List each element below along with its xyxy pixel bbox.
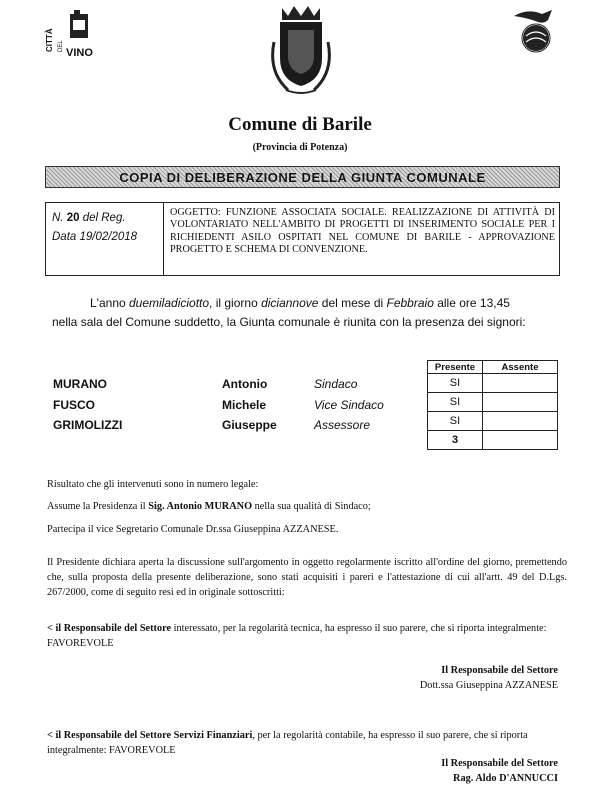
technical-opinion: < il Responsabile del Settore interessato, per la regolarità tecnica, ha espresso il suo parere, che si riporta integralmente: FAVOREVOLE xyxy=(47,623,547,649)
document-type-banner xyxy=(45,166,560,188)
right-emblem-logo xyxy=(508,6,560,54)
present-cell: SI xyxy=(428,412,483,431)
intro-paragraph xyxy=(52,294,562,332)
present-cell: SI xyxy=(428,393,483,412)
member-surname: FUSCO xyxy=(53,398,95,412)
svg-text:DEL: DEL xyxy=(58,40,64,52)
registry-date: Data 19/02/2018 xyxy=(52,231,138,243)
page-title: Comune di Barile xyxy=(228,114,372,135)
svg-text:VINO: VINO xyxy=(66,47,93,59)
quorum-text: Risultato che gli intervenuti sono in numero legale: xyxy=(47,479,259,490)
banner-text: COPIA DI DELIBERAZIONE DELLA GIUNTA COMUNALE xyxy=(119,169,486,185)
signature-title: Il Responsabile del Settore xyxy=(441,665,558,676)
absent-cell xyxy=(483,412,558,431)
member-name: Giuseppe xyxy=(222,418,277,432)
province-subtitle: (Provincia di Potenza) xyxy=(252,142,348,153)
header-absent: Assente xyxy=(483,361,558,374)
citta-del-vino-logo xyxy=(42,8,112,63)
attendance-table xyxy=(427,360,558,450)
member-surname: MURANO xyxy=(53,377,107,391)
signature-block-financial xyxy=(300,756,558,786)
present-cell: SI xyxy=(428,374,483,393)
member-surname: GRIMOLIZZI xyxy=(53,418,123,432)
svg-text:CITTÀ: CITTÀ xyxy=(45,28,54,52)
financial-opinion: < il Responsabile del Settore Servizi Finanziari, per la regolarità contabile, ha espresso il suo parere, che si riporta integralmente: FAVOREVOLE xyxy=(47,730,528,756)
registry-box xyxy=(45,202,560,276)
signature-name: Rag. Aldo D'ANNUCCI xyxy=(453,773,558,784)
coat-of-arms xyxy=(268,2,334,96)
header-present: Presente xyxy=(428,361,483,374)
intro-line-1: L'anno duemiladiciotto, il giorno diciannove del mese di Febbraio alle ore 13,45 xyxy=(90,296,510,310)
total-absent-cell xyxy=(483,431,558,450)
total-present-cell: 3 xyxy=(428,431,483,450)
registry-info xyxy=(46,203,164,275)
registry-number: N. 20 del Reg. xyxy=(52,212,126,224)
member-name: Michele xyxy=(222,398,267,412)
member-name: Antonio xyxy=(222,377,268,391)
absent-cell xyxy=(483,374,558,393)
signature-title: Il Responsabile del Settore xyxy=(441,758,558,769)
signature-block-technical xyxy=(300,663,558,693)
secretary-text: Partecipa il vice Segretario Comunale Dr.ssa Giuseppina AZZANESE. xyxy=(47,524,339,535)
subject-text: OGGETTO: FUNZIONE ASSOCIATA SOCIALE. REALIZZAZIONE DI ATTIVITÀ DI VOLONTARIATO NELL'AMBITO DI PROGETTI DI INSERIMENTO SOCIALE PER I RICHIEDENTI ASILO OSPITATI NEL COMUNE DI BARILE - APPROVAZIONE PROGETTO E SCHEMA DI CONVENZIONE. xyxy=(170,207,555,256)
member-role: Vice Sindaco xyxy=(314,398,384,412)
absent-cell xyxy=(483,393,558,412)
discussion-paragraph: Il Presidente dichiara aperta la discussione sull'argomento in oggetto regolarmente iscritto all'ordine del giorno, premettendo che, sulla proposta della presente deliberazione, sono stati acquisiti i pareri e l'attestazione di cui all'artt. 49 del D.Lgs. 267/2000, come di seguito resi ed in originale sottoscritti: xyxy=(47,557,567,598)
intro-line-2: nella sala del Comune suddetto, la Giunta comunale è riunita con la presenza dei signori: xyxy=(52,315,526,329)
signature-name: Dott.ssa Giuseppina AZZANESE xyxy=(419,680,558,691)
presidency-text: Assume la Presidenza il Sig. Antonio MURANO nella sua qualità di Sindaco; xyxy=(47,501,371,512)
member-role: Assessore xyxy=(314,418,371,432)
member-role: Sindaco xyxy=(314,377,358,391)
